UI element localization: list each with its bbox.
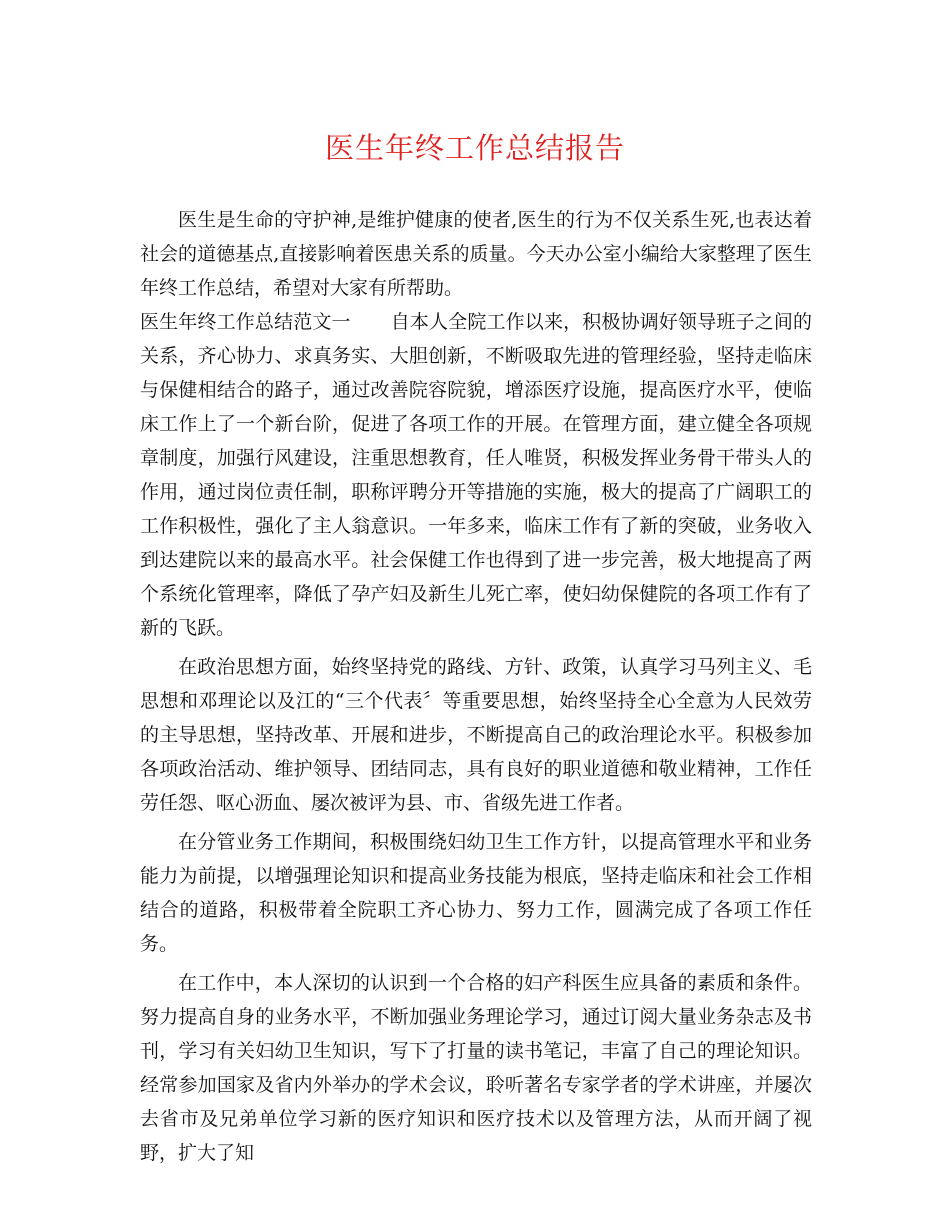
paragraph-1-text: 自本人全院工作以来，积极协调好领导班子之间的关系，齐心协力、求真务实、大胆创新，不断吸取先进的管理经验，坚持走临床与保健相结合的路子，通过改善院容院貌，增添医疗设施，提高医疗水平，使临床工作上了一个新台阶，促进了各项工作的开展。在管理方面，建立健全各项规章制度，加强行风建设，注重思想教育，任人唯贤，积极发挥业务骨干带头人的作用，通过岗位责任制，职称评聘分开等措施的实施，极大的提高了广阔职工的工作积极性，强化了主人翁意识。一年多来，临床工作有了新的突破，业务收入到达建院以来的最高水平。社会保健工作也得到了进一步完善，极大地提高了两个系统化管理率，降低了孕产妇及新生儿死亡率，使妇幼保健院的各项工作有了新的飞跃。 bbox=[140, 311, 812, 639]
paragraph-2: 在政治思想方面，始终坚持党的路线、方针、政策，认真学习马列主义、毛思想和邓理论以及江的“三个代表〞等重要思想，始终坚持全心全意为人民效劳的主导思想，坚持改革、开展和进步，不断提高自己的政治理论水平。积极参加各项政治活动、维护领导、团结同志，具有良好的职业道德和敬业精神，工作任劳任怨、呕心沥血、屡次被评为县、市、省级先进工作者。 bbox=[140, 656, 812, 814]
section-label: 医生年终工作总结范文一 bbox=[140, 311, 351, 333]
paragraph-3: 在分管业务工作期间，积极围绕妇幼卫生工作方针，以提高管理水平和业务能力为前提，以增强理论知识和提高业务技能为根底，坚持走临床和社会工作相结合的道路，积极带着全院职工齐心协力、努力工作，圆满完成了各项工作任务。 bbox=[140, 831, 812, 955]
document-title: 医生年终工作总结报告 bbox=[324, 131, 625, 165]
paragraph-4: 在工作中，本人深切的认识到一个合格的妇产科医生应具备的素质和条件。努力提高自身的业务水平，不断加强业务理论学习，通过订阅大量业务杂志及书刊，学习有关妇幼卫生知识，写下了打量的读书笔记，丰富了自己的理论知识。经常参加国家及省内外举办的学术会议，聆听著名专家学者的学术讲座，并屡次去省市及兄弟单位学习新的医疗知识和医疗技术以及管理方法，从而开阔了视野，扩大了知 bbox=[140, 972, 812, 1164]
document-body bbox=[140, 203, 812, 1170]
section-paragraph-1 bbox=[140, 305, 812, 645]
intro-paragraph: 医生是生命的守护神,是维护健康的使者,医生的行为不仅关系生死,也表达着社会的道德基点,直接影响着医患关系的质量。今天办公室小编给大家整理了医生年终工作总结，希望对大家有所帮助。 bbox=[140, 209, 812, 299]
